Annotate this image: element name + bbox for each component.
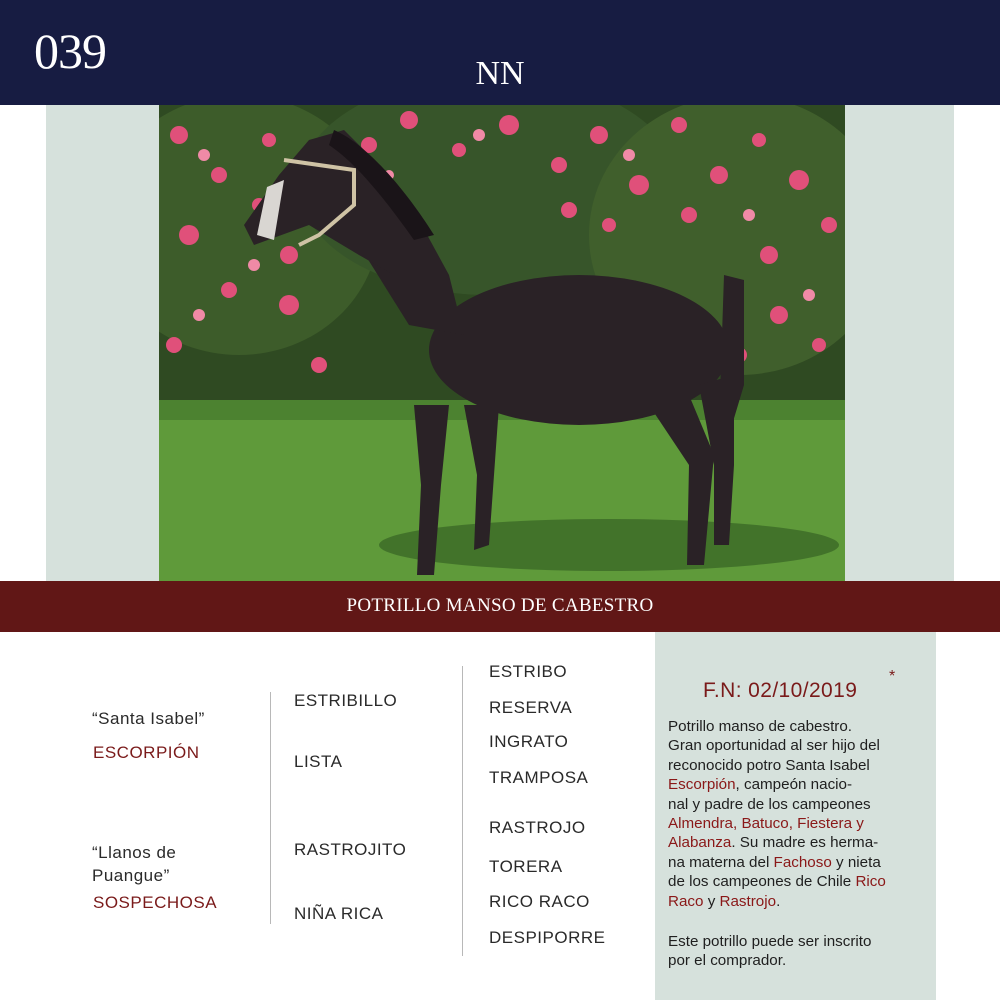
description-line (668, 853, 930, 872)
description-text: na materna del (668, 853, 774, 871)
highlight-sire: Escorpión (668, 776, 736, 794)
dam-dam: NIÑA RICA (294, 904, 384, 923)
info-panel (655, 632, 936, 1000)
category-label: POTRILLO MANSO DE CABESTRO (346, 595, 654, 616)
highlight-champions: Almendra, Batuco, Fiestera y (668, 815, 864, 833)
note-line: Este potrillo puede ser inscrito (668, 933, 872, 950)
horse-illustration (159, 105, 845, 581)
asterisk-mark: * (889, 668, 896, 685)
dam-sire: RASTROJITO (294, 840, 407, 859)
highlight-champion: Alabanza (668, 834, 732, 852)
description-line: Potrillo manso de cabestro. (668, 718, 853, 735)
header-bar (0, 0, 1000, 105)
pedigree-divider-1 (270, 692, 271, 924)
sire-dam: LISTA (294, 752, 343, 771)
sire-breeder: “Santa Isabel” (92, 709, 205, 728)
description-text: de los campeones de Chile (668, 873, 856, 891)
sire-sire: ESTRIBILLO (294, 691, 398, 710)
highlight-raco: Raco (668, 892, 704, 910)
description (668, 717, 930, 911)
pedigree-divider-2 (462, 666, 463, 956)
grandparent-8: DESPIPORRE (489, 928, 606, 947)
grandparent-3: INGRATO (489, 732, 569, 751)
description-line: Gran oportunidad al ser hijo del (668, 737, 880, 755)
horse-name: NN (475, 55, 525, 92)
sire-name: ESCORPIÓN (93, 743, 200, 762)
grandparent-1: ESTRIBO (489, 662, 568, 681)
description-line (668, 775, 930, 794)
horse-photo (159, 105, 845, 581)
dam-breeder-line2: Puangue” (92, 866, 170, 885)
description-text: y nieta (831, 853, 881, 871)
registration-note (668, 932, 930, 971)
highlight-fachoso: Fachoso (773, 853, 832, 871)
description-line (668, 833, 930, 852)
grandparent-7: RICO RACO (489, 892, 590, 911)
description-line (668, 892, 930, 911)
description-line: nal y padre de los campeones (668, 795, 871, 813)
birth-date: F.N: 02/10/2019 (703, 679, 858, 702)
description-text: . (776, 892, 781, 910)
highlight-rastrojo: Rastrojo (719, 892, 777, 910)
category-bar (0, 581, 1000, 632)
note-line: por el comprador. (668, 952, 787, 970)
description-text: , campeón nacio- (735, 776, 853, 794)
grandparent-4: TRAMPOSA (489, 768, 589, 787)
description-text: . Su madre es herma- (731, 834, 879, 852)
lot-number: 039 (34, 23, 106, 79)
description-line: reconocido potro Santa Isabel (668, 756, 870, 774)
dam-breeder-line1: “Llanos de (92, 843, 177, 862)
description-text: y (703, 892, 720, 910)
grandparent-2: RESERVA (489, 698, 573, 717)
grandparent-6: TORERA (489, 857, 563, 876)
highlight-rico: Rico (855, 873, 886, 891)
grandparent-5: RASTROJO (489, 818, 586, 837)
dam-name: SOSPECHOSA (93, 893, 218, 912)
description-line (668, 872, 930, 891)
